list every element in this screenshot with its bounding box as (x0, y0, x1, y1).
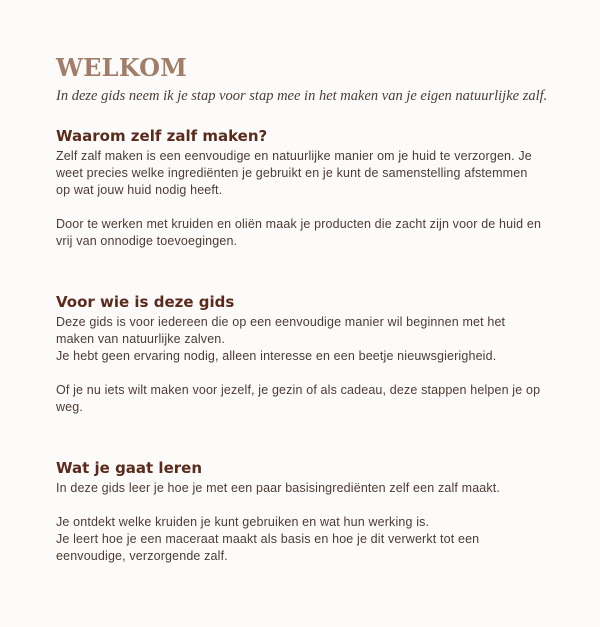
section-audience (56, 293, 576, 416)
paragraph (56, 480, 576, 497)
section-learn (56, 459, 576, 565)
paragraph (56, 314, 576, 365)
paragraph (56, 148, 576, 199)
paragraph (56, 382, 576, 416)
text-line: maken van natuurlijke zalven. (56, 332, 226, 346)
text-line: Je leert hoe je een maceraat maakt als basis en hoe je dit verwerkt tot een (56, 532, 480, 546)
page-subtitle: In deze gids neem ik je stap voor stap mee in het maken van je eigen natuurlijke zalf. (56, 88, 548, 104)
paragraph (56, 216, 576, 250)
text-line: weg. (56, 400, 84, 414)
paragraph (56, 514, 576, 565)
text-line: Of je nu iets wilt maken voor jezelf, je gezin of als cadeau, deze stappen helpen je op (56, 383, 541, 397)
text-line: vrij van onnodige toevoegingen. (56, 234, 238, 248)
section-heading: Waarom zelf zalf maken? (56, 127, 268, 145)
text-line: Zelf zalf maken is een eenvoudige en natuurlijke manier om je huid te verzorgen. Je (56, 149, 532, 163)
text-line: Je hebt geen ervaring nodig, alleen interesse en een beetje nieuwsgierigheid. (56, 349, 497, 363)
document-page (56, 53, 576, 563)
text-line: op wat jouw huid nodig heeft. (56, 183, 223, 197)
section-heading: Voor wie is deze gids (56, 293, 235, 311)
text-line: eenvoudige, verzorgende zalf. (56, 549, 228, 563)
page-title: WELKOM (56, 53, 188, 82)
text-line: Deze gids is voor iedereen die op een eenvoudige manier wil beginnen met het (56, 315, 506, 329)
section-why (56, 127, 576, 250)
text-line: In deze gids leer je hoe je met een paar basisingrediënten zelf een zalf maakt. (56, 481, 501, 495)
text-line: Je ontdekt welke kruiden je kunt gebruiken en wat hun werking is. (56, 515, 430, 529)
section-heading: Wat je gaat leren (56, 459, 203, 477)
text-line: Door te werken met kruiden en oliën maak je producten die zacht zijn voor de huid en (56, 217, 542, 231)
text-line: weet precies welke ingrediënten je gebruikt en je kunt de samenstelling afstemmen (56, 166, 528, 180)
